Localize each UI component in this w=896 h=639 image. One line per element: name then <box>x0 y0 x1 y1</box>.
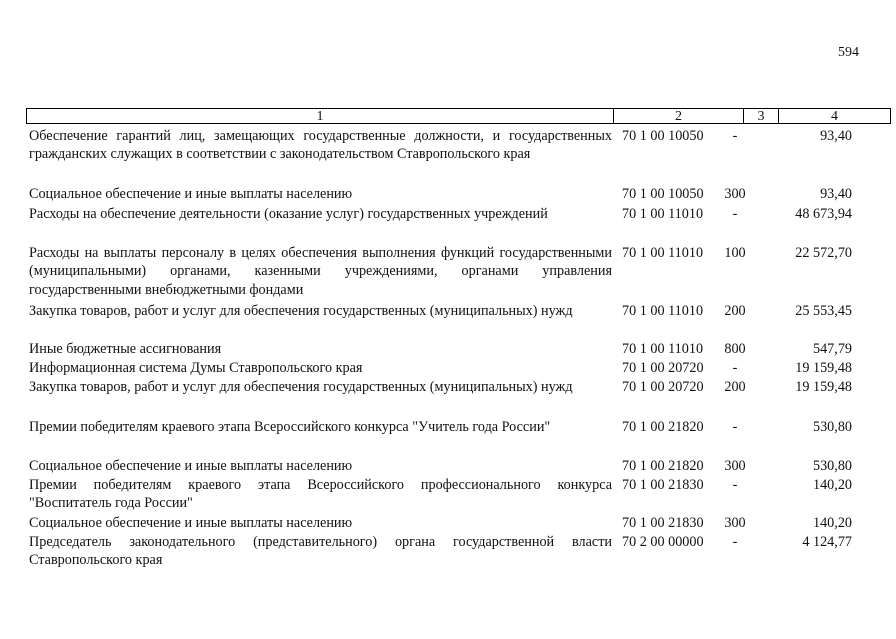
row-name: Социальное обеспечение и иные выплаты населению <box>29 458 353 474</box>
row-name: Закупка товаров, работ и услуг для обеспечения государственных (муниципальных) нужд <box>29 379 573 395</box>
row-name: Обеспечение гарантий лиц, замещающих государственные должности, и государственных гражданских служащих в соответствии с законодательством Ставропольского края <box>29 128 612 163</box>
row-type: - <box>732 534 738 550</box>
row-code: 70 1 00 20720 <box>622 360 704 376</box>
row-code: 70 1 00 21830 <box>622 515 704 531</box>
row-type: 200 <box>724 379 746 395</box>
row-code: 70 1 00 10050 <box>622 128 704 144</box>
header-col-4: 4 <box>778 108 891 124</box>
row-name: Расходы на выплаты персоналу в целях обеспечения выполнения функций государственными (муниципальными) органами, казенными учреждениями, органами управления государственными внебюджетными фондами <box>29 245 612 298</box>
row-name: Информационная система Думы Ставропольского края <box>29 360 363 376</box>
row-name: Закупка товаров, работ и услуг для обеспечения государственных (муниципальных) нужд <box>29 303 573 319</box>
header-col-2: 2 <box>613 108 744 124</box>
row-amount: 4 124,77 <box>802 534 852 550</box>
row-name: Премии победителям краевого этапа Всероссийского конкурса "Учитель года России" <box>29 419 551 435</box>
row-amount: 19 159,48 <box>795 360 852 376</box>
row-code: 70 1 00 20720 <box>622 379 704 395</box>
row-name: Председатель законодательного (представительного) органа государственной власти Ставропольского края <box>29 534 612 569</box>
row-type: 300 <box>724 458 746 474</box>
row-type: - <box>732 419 738 435</box>
row-amount: 93,40 <box>820 128 852 144</box>
row-name: Социальное обеспечение и иные выплаты населению <box>29 515 353 531</box>
row-name: Иные бюджетные ассигнования <box>29 341 222 357</box>
header-col-1: 1 <box>26 108 614 124</box>
row-code: 70 1 00 11010 <box>622 206 704 222</box>
row-amount: 530,80 <box>812 458 852 474</box>
row-type: - <box>732 206 738 222</box>
row-name: Премии победителям краевого этапа Всероссийского профессионального конкурса "Воспитатель года России" <box>29 477 612 512</box>
row-amount: 48 673,94 <box>795 206 852 222</box>
header-col-3: 3 <box>743 108 779 124</box>
row-code: 70 1 00 11010 <box>622 303 704 319</box>
row-type: 200 <box>724 303 746 319</box>
row-code: 70 1 00 21830 <box>622 477 704 493</box>
row-name: Социальное обеспечение и иные выплаты населению <box>29 186 353 202</box>
row-amount: 25 553,45 <box>795 303 852 319</box>
row-type: - <box>732 128 738 144</box>
row-code: 70 1 00 10050 <box>622 186 704 202</box>
row-type: - <box>732 360 738 376</box>
row-amount: 19 159,48 <box>795 379 852 395</box>
row-amount: 22 572,70 <box>795 245 852 261</box>
row-code: 70 2 00 00000 <box>622 534 704 550</box>
row-amount: 140,20 <box>812 515 852 531</box>
table-header <box>26 108 866 126</box>
row-type: 300 <box>724 515 746 531</box>
row-type: - <box>732 477 738 493</box>
row-name: Расходы на обеспечение деятельности (оказание услуг) государственных учреждений <box>29 206 548 222</box>
row-amount: 140,20 <box>812 477 852 493</box>
row-amount: 93,40 <box>820 186 852 202</box>
row-code: 70 1 00 21820 <box>622 419 704 435</box>
row-type: 300 <box>724 186 746 202</box>
row-type: 800 <box>724 341 746 357</box>
page-number: 594 <box>838 45 859 60</box>
row-type: 100 <box>724 245 746 261</box>
row-amount: 547,79 <box>812 341 852 357</box>
row-amount: 530,80 <box>812 419 852 435</box>
row-code: 70 1 00 21820 <box>622 458 704 474</box>
row-code: 70 1 00 11010 <box>622 341 704 357</box>
row-code: 70 1 00 11010 <box>622 245 704 261</box>
